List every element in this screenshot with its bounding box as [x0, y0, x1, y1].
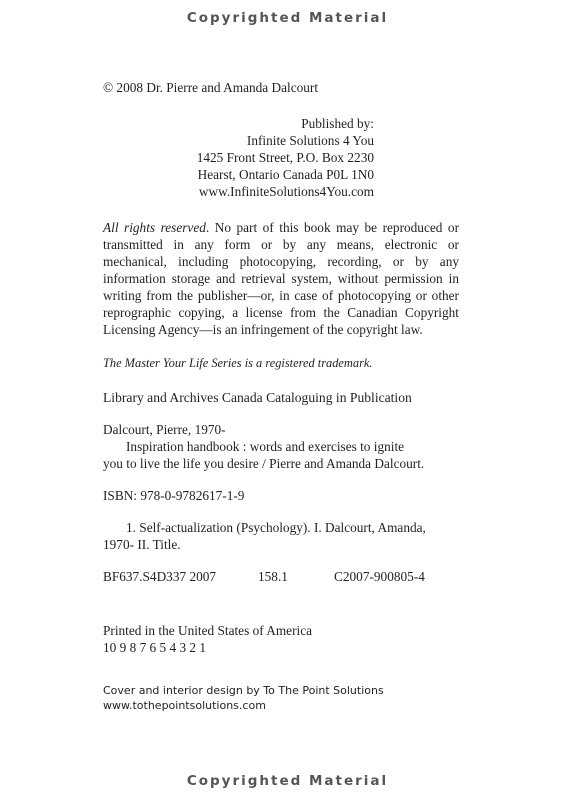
printing-line-numbers: 10 9 8 7 6 5 4 3 2 1 — [103, 640, 207, 655]
cip-record — [103, 421, 459, 472]
publisher-heading: Published by: — [301, 116, 374, 131]
isbn: ISBN: 978-0-9782617-1-9 — [103, 488, 245, 503]
copyrighted-material-banner-bottom: Copyrighted Material — [186, 773, 389, 789]
trademark-notice: The Master Your Life Series is a registered trademark. — [103, 356, 373, 370]
cip-subject-line-2: 1970- II. Title. — [103, 537, 181, 552]
copyright-notice: © 2008 Dr. Pierre and Amanda Dalcourt — [103, 80, 319, 95]
copyright-page-body — [103, 79, 459, 656]
cip-title-line-2: you to live the life you desire / Pierre and Amanda Dalcourt. — [103, 456, 425, 471]
dewey-number: 158.1 — [258, 569, 288, 584]
publisher-city: Hearst, Ontario Canada P0L 1N0 — [197, 167, 374, 182]
canadiana-number: C2007-900805-4 — [334, 569, 425, 584]
design-credit-text: Cover and interior design by To The Point Solutions — [103, 684, 384, 697]
publisher-website: www.InfiniteSolutions4You.com — [198, 184, 374, 199]
rights-lead: All rights reserved — [103, 220, 206, 235]
cip-subjects — [103, 519, 459, 553]
design-credit — [103, 683, 523, 713]
printing-info — [103, 622, 459, 656]
publisher-block — [103, 115, 459, 200]
cip-title-line-1: Inspiration handbook : words and exercises to ignite — [126, 439, 405, 454]
publisher-street: 1425 Front Street, P.O. Box 2230 — [196, 150, 374, 165]
design-credit-url: www.tothepointsolutions.com — [103, 699, 266, 712]
classification-row — [103, 568, 459, 585]
cip-heading: Library and Archives Canada Cataloguing in Publication — [103, 390, 412, 405]
lc-call-number: BF637.S4D337 2007 — [103, 569, 217, 584]
printed-in: Printed in the United States of America — [103, 623, 313, 638]
rights-statement — [103, 219, 459, 338]
publisher-name: Infinite Solutions 4 You — [246, 133, 374, 148]
rights-body: . No part of this book may be reproduced or transmitted in any form or by any means, electronic or mechanical, including photocopying, recording, or by any information storage and retrieval system, without permission in writing from the publisher—or, in case of photocopying or other reprographic copying, a license from the Canadian Copyright Licensing Agency—is an infringement of the copyright law. — [103, 220, 459, 337]
cip-author: Dalcourt, Pierre, 1970- — [103, 422, 226, 437]
copyrighted-material-banner-top: Copyrighted Material — [186, 10, 389, 26]
cip-subject-line-1: 1. Self-actualization (Psychology). I. Dalcourt, Amanda, — [126, 520, 426, 535]
